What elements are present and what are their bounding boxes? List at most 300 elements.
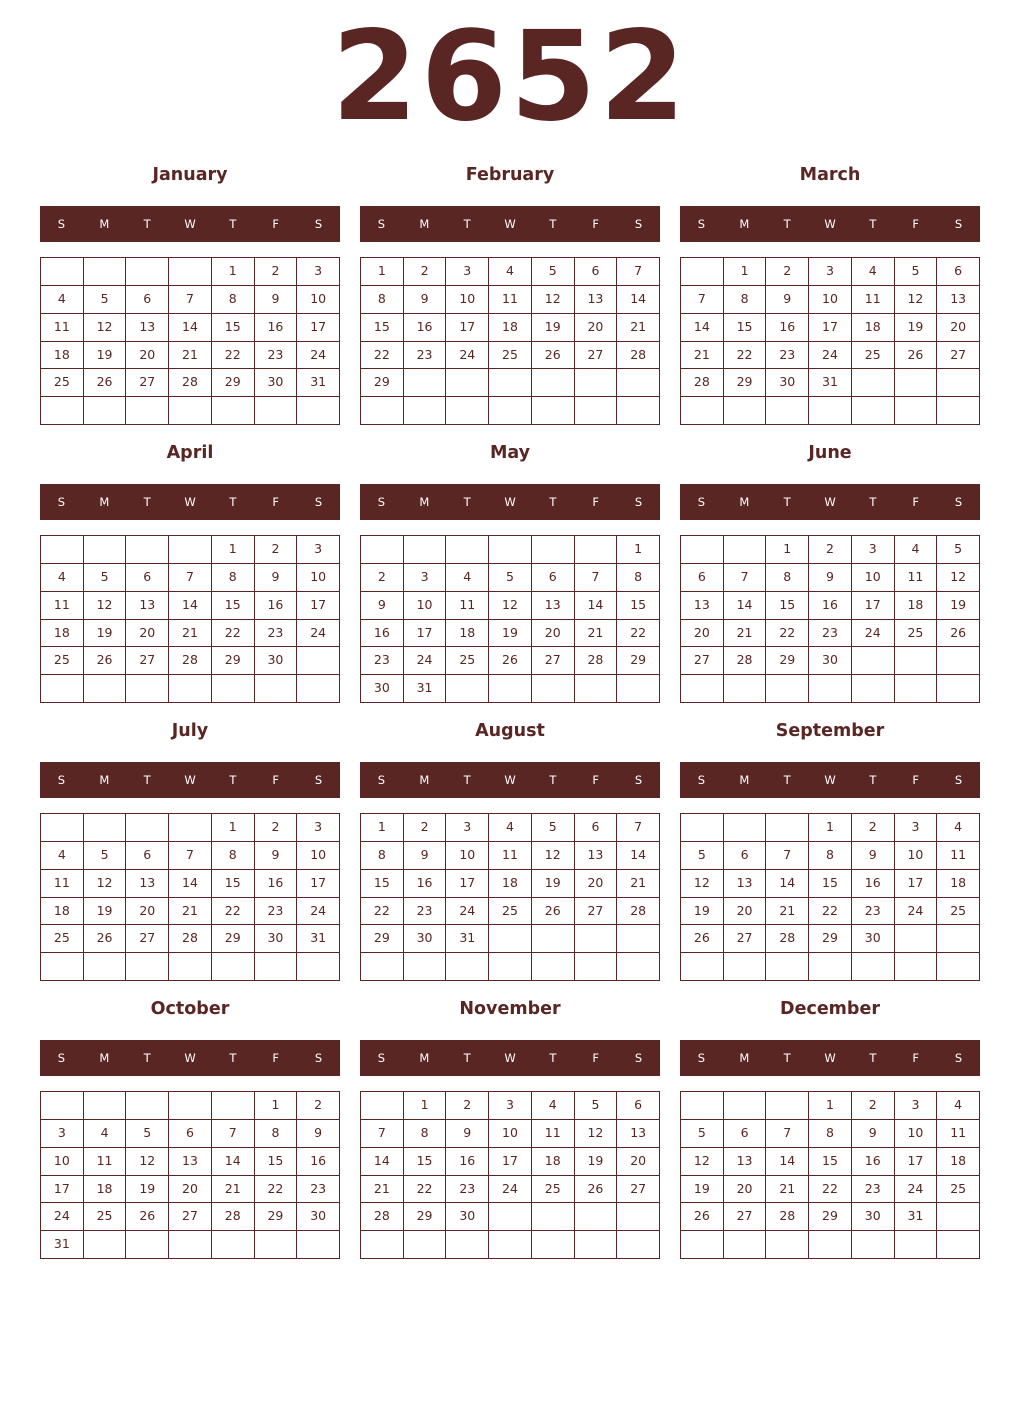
day-cell: 9 bbox=[766, 286, 809, 314]
day-cell: 5 bbox=[84, 564, 127, 592]
empty-cell bbox=[617, 369, 660, 397]
day-cell: 10 bbox=[404, 592, 447, 620]
day-cell: 28 bbox=[766, 1203, 809, 1231]
day-cell: 4 bbox=[41, 564, 84, 592]
empty-cell bbox=[937, 397, 980, 425]
empty-cell bbox=[532, 925, 575, 953]
day-cell: 27 bbox=[575, 898, 618, 926]
weekday-label: S bbox=[57, 217, 66, 231]
day-cell: 20 bbox=[126, 620, 169, 648]
day-cell: 30 bbox=[446, 1203, 489, 1231]
empty-cell bbox=[404, 1231, 447, 1259]
empty-cell bbox=[532, 675, 575, 703]
day-cell: 25 bbox=[489, 342, 532, 370]
day-cell: 28 bbox=[169, 369, 212, 397]
weekday-label: T bbox=[229, 495, 237, 509]
day-cell: 4 bbox=[532, 1092, 575, 1120]
day-cell: 15 bbox=[809, 870, 852, 898]
day-cell: 14 bbox=[212, 1148, 255, 1176]
day-cell: 31 bbox=[404, 675, 447, 703]
day-cell: 5 bbox=[84, 286, 127, 314]
empty-cell bbox=[575, 925, 618, 953]
day-cell: 24 bbox=[489, 1176, 532, 1204]
empty-cell bbox=[937, 1231, 980, 1259]
day-cell: 5 bbox=[681, 842, 724, 870]
day-cell: 30 bbox=[361, 675, 404, 703]
day-cell: 12 bbox=[126, 1148, 169, 1176]
empty-cell bbox=[617, 1231, 660, 1259]
day-cell: 20 bbox=[617, 1148, 660, 1176]
day-cell: 28 bbox=[724, 647, 767, 675]
day-cell: 9 bbox=[361, 592, 404, 620]
day-cell: 15 bbox=[212, 592, 255, 620]
day-cell: 7 bbox=[766, 1120, 809, 1148]
day-cell: 4 bbox=[41, 286, 84, 314]
day-cell: 26 bbox=[84, 369, 127, 397]
day-cell: 22 bbox=[212, 342, 255, 370]
day-cell: 18 bbox=[895, 592, 938, 620]
day-cell: 17 bbox=[41, 1176, 84, 1204]
day-cell: 21 bbox=[169, 898, 212, 926]
day-cell: 14 bbox=[766, 870, 809, 898]
day-cell: 18 bbox=[489, 314, 532, 342]
month-name: May bbox=[489, 443, 531, 463]
day-cell: 12 bbox=[937, 564, 980, 592]
day-cell: 7 bbox=[169, 842, 212, 870]
day-cell: 19 bbox=[532, 870, 575, 898]
day-cell: 13 bbox=[724, 1148, 767, 1176]
day-cell: 12 bbox=[84, 314, 127, 342]
day-cell: 12 bbox=[895, 286, 938, 314]
day-cell: 8 bbox=[212, 842, 255, 870]
day-cell: 27 bbox=[937, 342, 980, 370]
day-cell: 31 bbox=[297, 925, 340, 953]
day-cell: 17 bbox=[446, 870, 489, 898]
day-cell: 11 bbox=[41, 592, 84, 620]
day-cell: 3 bbox=[297, 814, 340, 842]
day-cell: 9 bbox=[297, 1120, 340, 1148]
empty-cell bbox=[617, 675, 660, 703]
weekday-header bbox=[360, 206, 660, 242]
day-cell: 8 bbox=[361, 842, 404, 870]
empty-cell bbox=[361, 1092, 404, 1120]
day-cell: 3 bbox=[489, 1092, 532, 1120]
day-cell: 29 bbox=[212, 369, 255, 397]
empty-cell bbox=[617, 1203, 660, 1231]
empty-cell bbox=[404, 536, 447, 564]
day-cell: 27 bbox=[724, 1203, 767, 1231]
day-cell: 5 bbox=[489, 564, 532, 592]
day-cell: 31 bbox=[297, 369, 340, 397]
empty-cell bbox=[126, 675, 169, 703]
day-cell: 7 bbox=[575, 564, 618, 592]
day-grid bbox=[680, 813, 980, 981]
day-cell: 1 bbox=[255, 1092, 298, 1120]
weekday-label: S bbox=[954, 773, 963, 787]
empty-cell bbox=[404, 369, 447, 397]
day-cell: 14 bbox=[681, 314, 724, 342]
weekday-label: M bbox=[739, 1051, 750, 1065]
day-cell: 26 bbox=[937, 620, 980, 648]
empty-cell bbox=[84, 397, 127, 425]
weekday-label: M bbox=[99, 773, 110, 787]
empty-cell bbox=[532, 1231, 575, 1259]
day-grid bbox=[360, 535, 660, 703]
day-cell: 7 bbox=[169, 564, 212, 592]
day-cell: 23 bbox=[297, 1176, 340, 1204]
weekday-label: S bbox=[377, 1051, 386, 1065]
day-cell: 18 bbox=[532, 1148, 575, 1176]
day-cell: 23 bbox=[404, 342, 447, 370]
day-cell: 23 bbox=[446, 1176, 489, 1204]
day-cell: 28 bbox=[766, 925, 809, 953]
weekday-label: S bbox=[697, 217, 706, 231]
day-cell: 23 bbox=[255, 342, 298, 370]
weekday-label: W bbox=[504, 1051, 516, 1065]
day-cell: 6 bbox=[724, 842, 767, 870]
weekday-label: S bbox=[697, 495, 706, 509]
empty-cell bbox=[255, 397, 298, 425]
weekday-label: W bbox=[504, 773, 516, 787]
day-cell: 17 bbox=[297, 592, 340, 620]
empty-cell bbox=[84, 536, 127, 564]
empty-cell bbox=[681, 1231, 724, 1259]
day-cell: 6 bbox=[617, 1092, 660, 1120]
day-cell: 5 bbox=[575, 1092, 618, 1120]
empty-cell bbox=[126, 814, 169, 842]
empty-cell bbox=[41, 675, 84, 703]
day-grid bbox=[360, 1091, 660, 1259]
day-cell: 9 bbox=[809, 564, 852, 592]
day-cell: 28 bbox=[681, 369, 724, 397]
weekday-label: W bbox=[824, 217, 836, 231]
day-cell: 7 bbox=[681, 286, 724, 314]
day-cell: 16 bbox=[852, 1148, 895, 1176]
empty-cell bbox=[895, 675, 938, 703]
day-cell: 24 bbox=[446, 342, 489, 370]
weekday-label: F bbox=[272, 217, 280, 231]
weekday-label: M bbox=[419, 773, 430, 787]
day-cell: 11 bbox=[937, 842, 980, 870]
empty-cell bbox=[766, 1092, 809, 1120]
empty-cell bbox=[404, 953, 447, 981]
day-cell: 7 bbox=[724, 564, 767, 592]
weekday-label: F bbox=[912, 1051, 920, 1065]
day-cell: 19 bbox=[489, 620, 532, 648]
day-cell: 24 bbox=[297, 342, 340, 370]
empty-cell bbox=[446, 369, 489, 397]
day-cell: 12 bbox=[681, 870, 724, 898]
empty-cell bbox=[852, 647, 895, 675]
day-cell: 10 bbox=[446, 286, 489, 314]
empty-cell bbox=[361, 1231, 404, 1259]
day-cell: 16 bbox=[255, 870, 298, 898]
day-cell: 8 bbox=[724, 286, 767, 314]
day-cell: 3 bbox=[852, 536, 895, 564]
day-cell: 13 bbox=[126, 870, 169, 898]
day-cell: 3 bbox=[297, 536, 340, 564]
day-cell: 2 bbox=[852, 814, 895, 842]
empty-cell bbox=[212, 1231, 255, 1259]
day-cell: 11 bbox=[41, 314, 84, 342]
day-cell: 24 bbox=[895, 1176, 938, 1204]
weekday-label: F bbox=[272, 1051, 280, 1065]
weekday-label: T bbox=[549, 773, 557, 787]
weekday-label: T bbox=[143, 773, 151, 787]
empty-cell bbox=[489, 1203, 532, 1231]
day-cell: 16 bbox=[766, 314, 809, 342]
day-cell: 25 bbox=[446, 647, 489, 675]
empty-cell bbox=[361, 536, 404, 564]
day-cell: 20 bbox=[126, 342, 169, 370]
weekday-label: M bbox=[739, 773, 750, 787]
day-cell: 11 bbox=[895, 564, 938, 592]
day-cell: 3 bbox=[446, 258, 489, 286]
month-name: March bbox=[799, 165, 861, 185]
day-cell: 13 bbox=[937, 286, 980, 314]
empty-cell bbox=[446, 536, 489, 564]
weekday-label: W bbox=[504, 495, 516, 509]
day-cell: 14 bbox=[617, 842, 660, 870]
day-cell: 21 bbox=[724, 620, 767, 648]
day-cell: 13 bbox=[575, 286, 618, 314]
weekday-label: T bbox=[549, 495, 557, 509]
empty-cell bbox=[169, 675, 212, 703]
day-cell: 2 bbox=[255, 814, 298, 842]
day-cell: 17 bbox=[809, 314, 852, 342]
day-cell: 27 bbox=[126, 647, 169, 675]
day-cell: 14 bbox=[724, 592, 767, 620]
day-cell: 3 bbox=[446, 814, 489, 842]
day-cell: 5 bbox=[937, 536, 980, 564]
day-cell: 20 bbox=[937, 314, 980, 342]
day-cell: 13 bbox=[169, 1148, 212, 1176]
day-cell: 22 bbox=[255, 1176, 298, 1204]
day-cell: 22 bbox=[212, 898, 255, 926]
day-cell: 7 bbox=[617, 258, 660, 286]
empty-cell bbox=[169, 536, 212, 564]
day-cell: 5 bbox=[895, 258, 938, 286]
weekday-label: T bbox=[229, 1051, 237, 1065]
day-cell: 14 bbox=[169, 592, 212, 620]
weekday-label: W bbox=[824, 1051, 836, 1065]
day-cell: 25 bbox=[937, 898, 980, 926]
day-cell: 19 bbox=[575, 1148, 618, 1176]
empty-cell bbox=[575, 369, 618, 397]
day-cell: 30 bbox=[297, 1203, 340, 1231]
day-cell: 13 bbox=[575, 842, 618, 870]
empty-cell bbox=[489, 1231, 532, 1259]
weekday-label: T bbox=[549, 1051, 557, 1065]
day-cell: 15 bbox=[212, 870, 255, 898]
day-cell: 18 bbox=[41, 898, 84, 926]
day-cell: 27 bbox=[575, 342, 618, 370]
day-cell: 1 bbox=[212, 536, 255, 564]
day-cell: 20 bbox=[169, 1176, 212, 1204]
day-cell: 8 bbox=[212, 564, 255, 592]
weekday-label: T bbox=[143, 217, 151, 231]
day-cell: 1 bbox=[212, 258, 255, 286]
empty-cell bbox=[169, 814, 212, 842]
day-cell: 21 bbox=[169, 620, 212, 648]
day-cell: 27 bbox=[681, 647, 724, 675]
empty-cell bbox=[126, 953, 169, 981]
empty-cell bbox=[766, 397, 809, 425]
day-cell: 15 bbox=[617, 592, 660, 620]
day-cell: 19 bbox=[84, 898, 127, 926]
day-cell: 10 bbox=[489, 1120, 532, 1148]
weekday-label: T bbox=[463, 773, 471, 787]
empty-cell bbox=[255, 953, 298, 981]
day-cell: 1 bbox=[724, 258, 767, 286]
day-cell: 7 bbox=[617, 814, 660, 842]
day-cell: 17 bbox=[895, 1148, 938, 1176]
weekday-label: W bbox=[184, 773, 196, 787]
day-cell: 14 bbox=[169, 314, 212, 342]
weekday-label: F bbox=[912, 495, 920, 509]
day-cell: 4 bbox=[489, 258, 532, 286]
day-cell: 14 bbox=[575, 592, 618, 620]
empty-cell bbox=[84, 953, 127, 981]
day-cell: 25 bbox=[852, 342, 895, 370]
empty-cell bbox=[84, 1231, 127, 1259]
empty-cell bbox=[297, 675, 340, 703]
weekday-label: S bbox=[954, 217, 963, 231]
month-name: February bbox=[465, 165, 555, 185]
day-cell: 21 bbox=[212, 1176, 255, 1204]
weekday-header bbox=[40, 206, 340, 242]
day-cell: 10 bbox=[895, 1120, 938, 1148]
day-cell: 25 bbox=[937, 1176, 980, 1204]
day-cell: 10 bbox=[895, 842, 938, 870]
day-cell: 27 bbox=[617, 1176, 660, 1204]
day-cell: 2 bbox=[404, 258, 447, 286]
day-cell: 1 bbox=[361, 258, 404, 286]
day-cell: 18 bbox=[446, 620, 489, 648]
empty-cell bbox=[724, 814, 767, 842]
day-cell: 28 bbox=[617, 342, 660, 370]
day-cell: 11 bbox=[84, 1148, 127, 1176]
day-cell: 17 bbox=[297, 314, 340, 342]
empty-cell bbox=[681, 953, 724, 981]
empty-cell bbox=[681, 1092, 724, 1120]
empty-cell bbox=[446, 397, 489, 425]
day-cell: 9 bbox=[255, 286, 298, 314]
empty-cell bbox=[766, 675, 809, 703]
empty-cell bbox=[489, 536, 532, 564]
empty-cell bbox=[852, 1231, 895, 1259]
day-cell: 25 bbox=[84, 1203, 127, 1231]
weekday-header bbox=[360, 762, 660, 798]
day-cell: 12 bbox=[489, 592, 532, 620]
day-cell: 1 bbox=[617, 536, 660, 564]
empty-cell bbox=[212, 675, 255, 703]
day-cell: 12 bbox=[84, 592, 127, 620]
day-cell: 22 bbox=[724, 342, 767, 370]
empty-cell bbox=[126, 1231, 169, 1259]
weekday-label: T bbox=[143, 1051, 151, 1065]
empty-cell bbox=[724, 1231, 767, 1259]
empty-cell bbox=[446, 675, 489, 703]
weekday-label: T bbox=[143, 495, 151, 509]
day-cell: 28 bbox=[361, 1203, 404, 1231]
empty-cell bbox=[852, 953, 895, 981]
day-cell: 6 bbox=[575, 258, 618, 286]
empty-cell bbox=[84, 814, 127, 842]
weekday-label: F bbox=[592, 773, 600, 787]
weekday-label: T bbox=[869, 1051, 877, 1065]
day-cell: 1 bbox=[212, 814, 255, 842]
day-cell: 18 bbox=[84, 1176, 127, 1204]
day-cell: 31 bbox=[809, 369, 852, 397]
empty-cell bbox=[575, 1231, 618, 1259]
day-cell: 18 bbox=[852, 314, 895, 342]
weekday-label: M bbox=[419, 1051, 430, 1065]
empty-cell bbox=[852, 397, 895, 425]
day-cell: 8 bbox=[361, 286, 404, 314]
day-cell: 29 bbox=[212, 925, 255, 953]
empty-cell bbox=[84, 1092, 127, 1120]
empty-cell bbox=[489, 925, 532, 953]
day-cell: 4 bbox=[852, 258, 895, 286]
day-cell: 12 bbox=[532, 842, 575, 870]
weekday-header bbox=[360, 1040, 660, 1076]
empty-cell bbox=[724, 1092, 767, 1120]
empty-cell bbox=[937, 925, 980, 953]
day-cell: 19 bbox=[126, 1176, 169, 1204]
day-cell: 19 bbox=[84, 342, 127, 370]
day-cell: 24 bbox=[446, 898, 489, 926]
empty-cell bbox=[169, 1092, 212, 1120]
day-cell: 15 bbox=[255, 1148, 298, 1176]
day-cell: 12 bbox=[84, 870, 127, 898]
weekday-label: S bbox=[314, 1051, 323, 1065]
day-cell: 17 bbox=[404, 620, 447, 648]
weekday-label: T bbox=[783, 217, 791, 231]
day-cell: 20 bbox=[575, 314, 618, 342]
empty-cell bbox=[681, 536, 724, 564]
weekday-label: M bbox=[99, 495, 110, 509]
weekday-label: M bbox=[99, 217, 110, 231]
weekday-label: S bbox=[697, 773, 706, 787]
day-cell: 19 bbox=[84, 620, 127, 648]
weekday-label: S bbox=[954, 1051, 963, 1065]
day-cell: 30 bbox=[255, 925, 298, 953]
day-cell: 29 bbox=[809, 925, 852, 953]
day-cell: 9 bbox=[404, 842, 447, 870]
day-cell: 25 bbox=[41, 925, 84, 953]
empty-cell bbox=[895, 647, 938, 675]
weekday-header bbox=[40, 484, 340, 520]
empty-cell bbox=[895, 925, 938, 953]
empty-cell bbox=[724, 397, 767, 425]
empty-cell bbox=[169, 258, 212, 286]
day-cell: 3 bbox=[895, 814, 938, 842]
day-cell: 30 bbox=[852, 1203, 895, 1231]
empty-cell bbox=[212, 397, 255, 425]
day-cell: 22 bbox=[361, 898, 404, 926]
empty-cell bbox=[937, 953, 980, 981]
day-cell: 27 bbox=[169, 1203, 212, 1231]
empty-cell bbox=[575, 1203, 618, 1231]
weekday-label: M bbox=[419, 217, 430, 231]
weekday-label: M bbox=[419, 495, 430, 509]
day-cell: 28 bbox=[617, 898, 660, 926]
day-cell: 9 bbox=[852, 842, 895, 870]
day-cell: 6 bbox=[126, 564, 169, 592]
weekday-header bbox=[40, 1040, 340, 1076]
day-cell: 14 bbox=[169, 870, 212, 898]
